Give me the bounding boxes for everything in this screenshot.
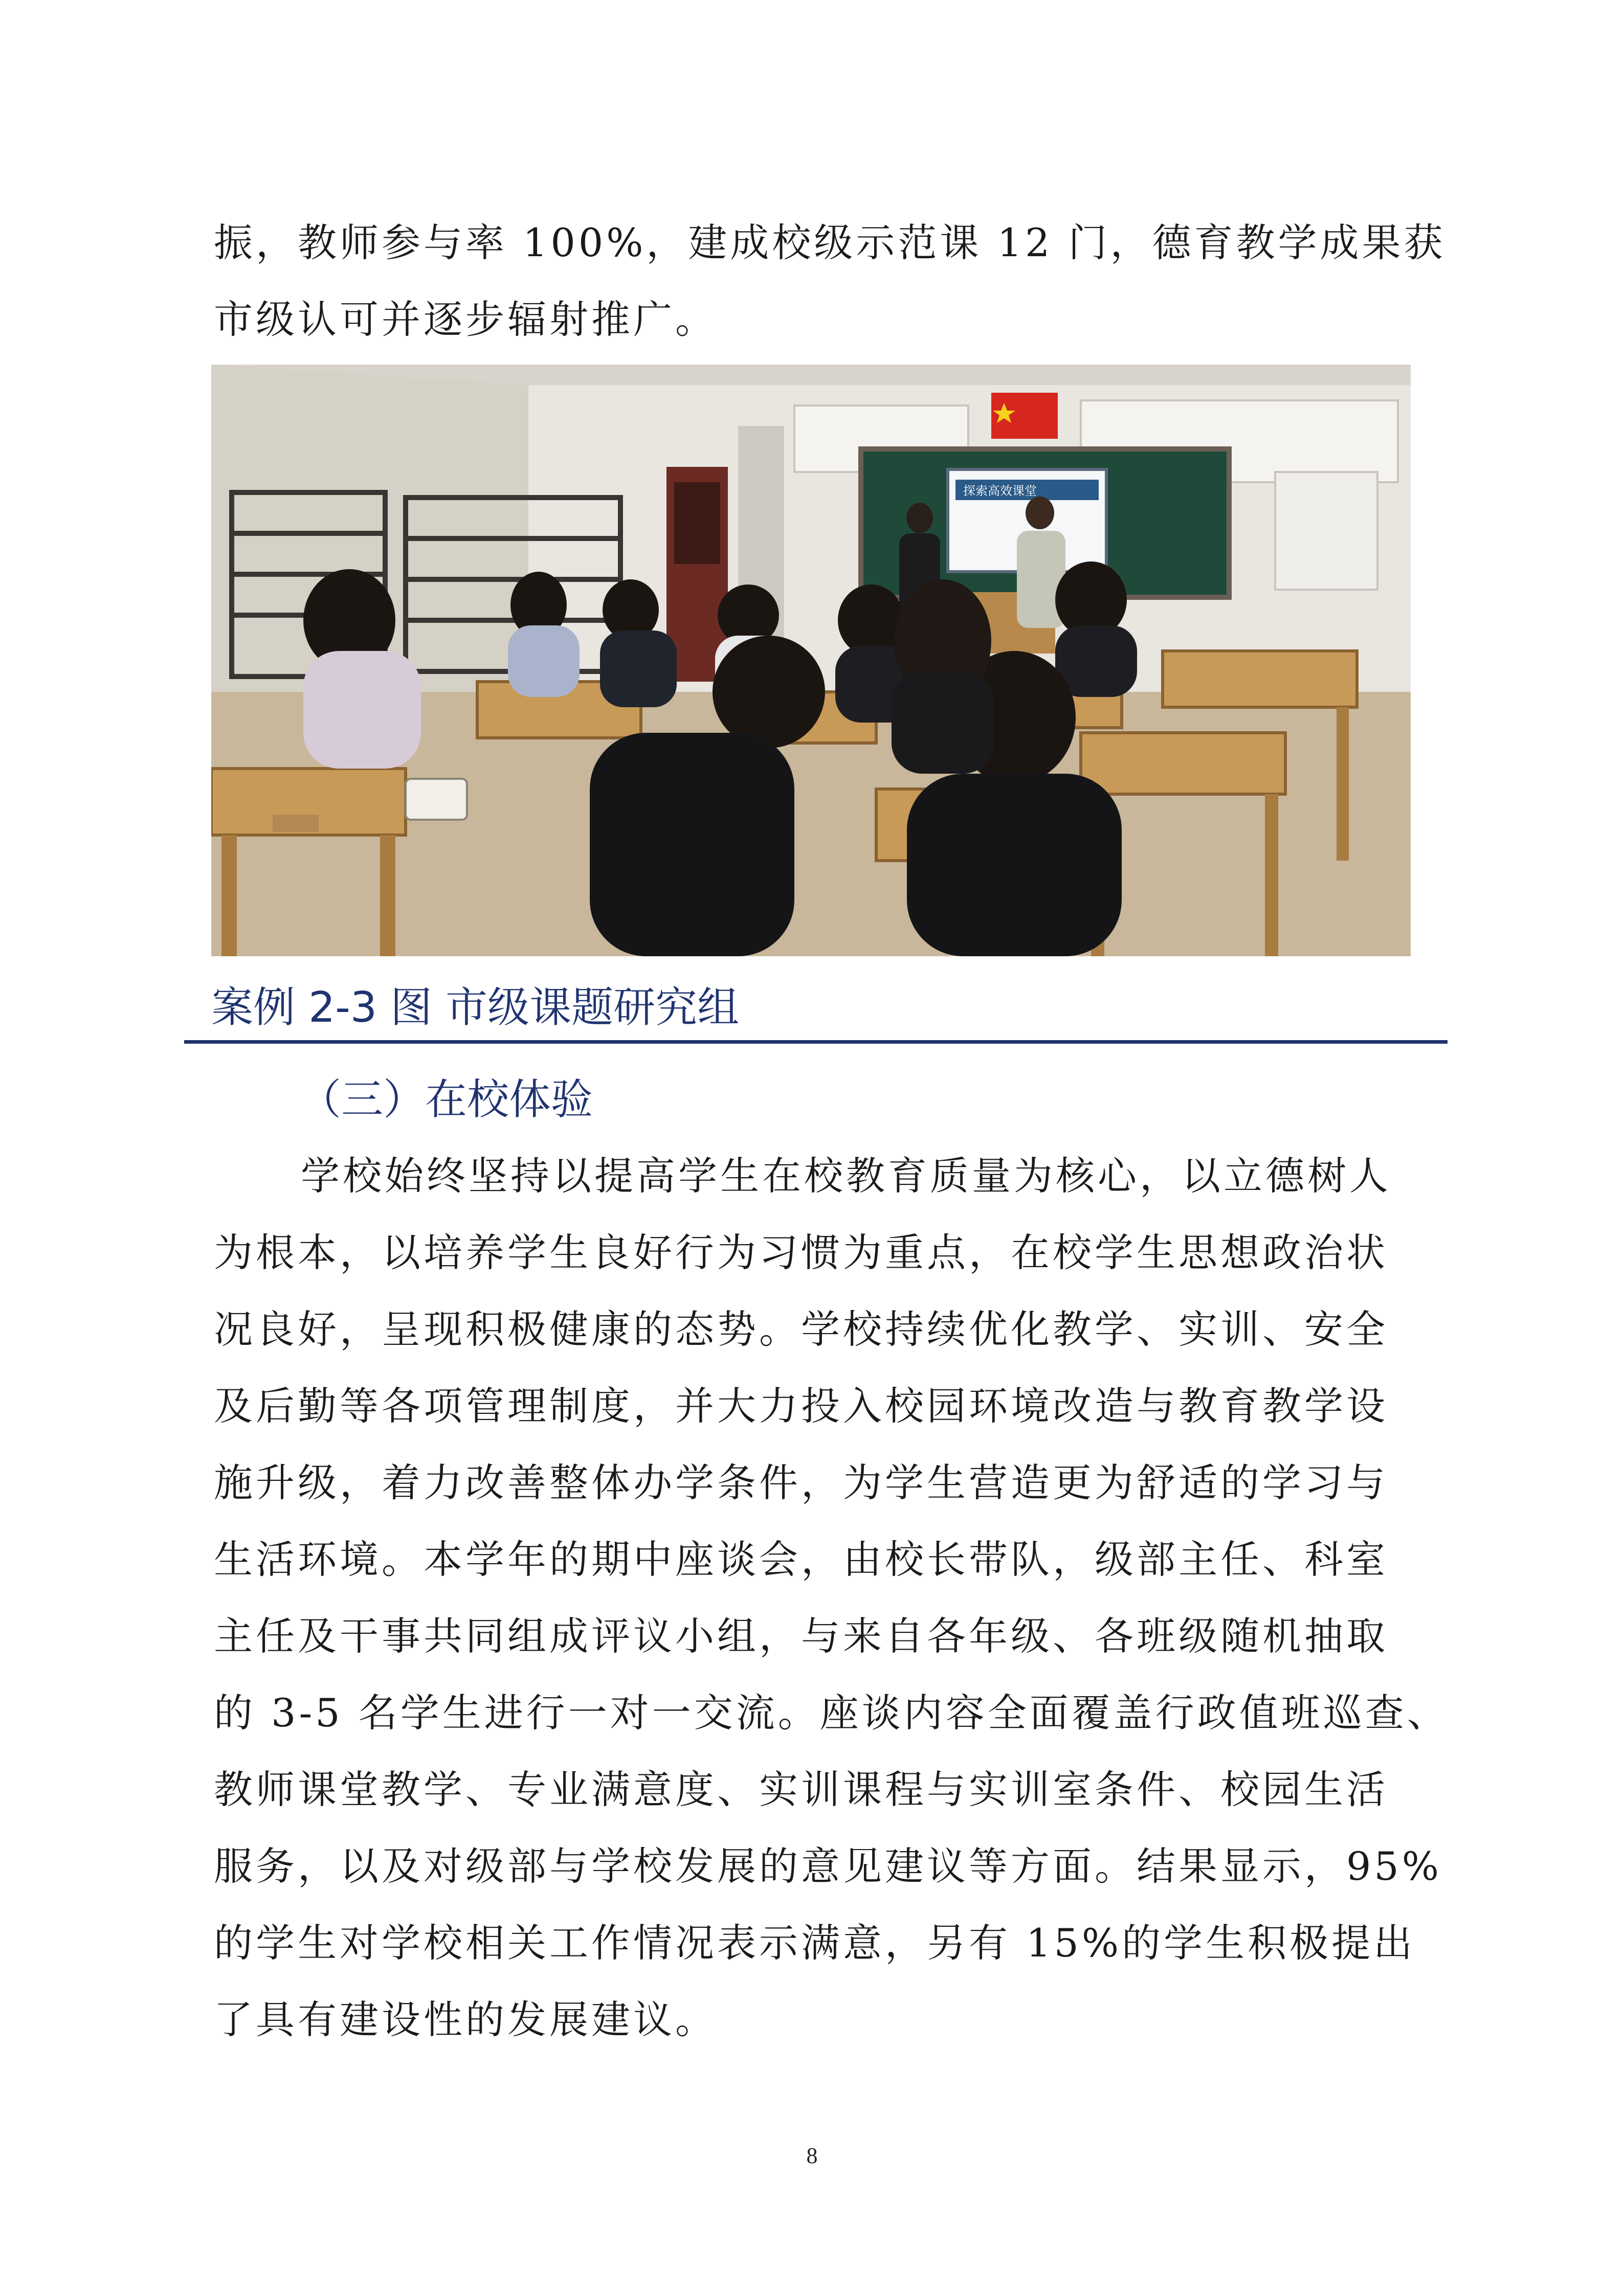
main-paragraph	[214, 1138, 1449, 2058]
main-paragraph-line: 况良好，呈现积极健康的态势。学校持续优化教学、实训、安全	[214, 1307, 1388, 1352]
main-paragraph-line: 主任及干事共同组成评议小组，与来自各年级、各班级随机抽取	[214, 1613, 1388, 1659]
main-paragraph-line: 为根本，以培养学生良好行为习惯为重点，在校学生思想政治状	[214, 1230, 1388, 1275]
caption-divider	[184, 1040, 1448, 1044]
figure-caption: 案例 2-3 图 市级课题研究组	[211, 983, 740, 1032]
main-paragraph-line: 的 3-5 名学生进行一对一交流。座谈内容全面覆盖行政值班巡查、	[214, 1690, 1449, 1736]
projector-text: 探索高效课堂	[963, 484, 1037, 498]
main-paragraph-line: 学校始终坚持以提高学生在校教育质量为核心，以立德树人	[301, 1153, 1391, 1199]
main-paragraph-line: 教师课堂教学、专业满意度、实训课程与实训室条件、校园生活	[214, 1767, 1388, 1812]
main-paragraph-line: 的学生对学校相关工作情况表示满意，另有 15%的学生积极提出	[214, 1920, 1416, 1966]
classroom-photo	[211, 365, 1411, 956]
main-paragraph-line: 了具有建设性的发展建议。	[214, 1997, 717, 2042]
main-paragraph-line: 生活环境。本学年的期中座谈会，由校长带队，级部主任、科室	[214, 1537, 1388, 1582]
top-paragraph-line: 市级认可并逐步辐射推广。	[214, 297, 717, 342]
page-number: 8	[806, 2143, 818, 2168]
top-paragraph	[214, 205, 1446, 358]
top-paragraph-line: 振，教师参与率 100%，建成校级示范课 12 门，德育教学成果获	[214, 220, 1446, 265]
main-paragraph-line: 及后勤等各项管理制度，并大力投入校园环境改造与教育教学设	[214, 1383, 1388, 1429]
main-paragraph-line: 服务，以及对级部与学校发展的意见建议等方面。结果显示，95%	[214, 1843, 1442, 1889]
section-heading: （三）在校体验	[299, 1075, 593, 1124]
main-paragraph-line: 施升级，着力改善整体办学条件，为学生营造更为舒适的学习与	[214, 1460, 1388, 1505]
